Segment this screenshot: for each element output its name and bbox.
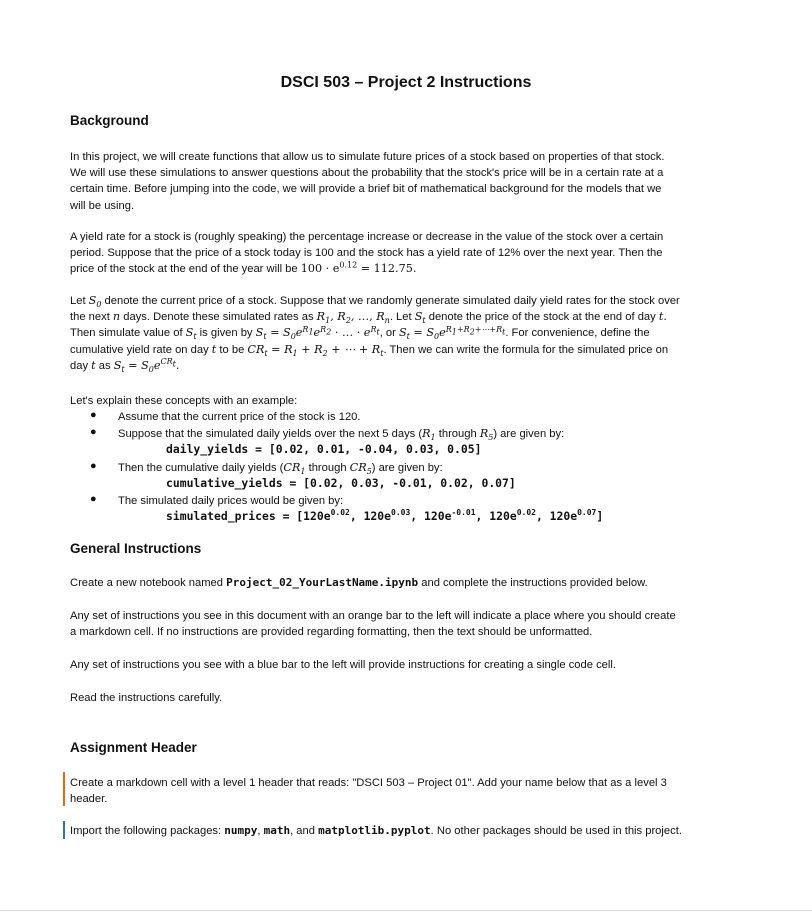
background-paragraph-2: [70, 229, 750, 278]
text-span: price of the stock at the end of the year will be: [70, 263, 301, 276]
text-span: ) are given by:: [371, 462, 443, 474]
text-span: Then the cumulative daily yields (: [118, 462, 284, 474]
math-cr5: $CR_5$: [349, 461, 372, 477]
text-span: ) are given by:: [493, 428, 565, 440]
math-cr-formula: $CR_t = R_1 + R_2$ + ⋯ + $R_t$: [247, 342, 384, 358]
math-rates: $R_1$, $R_2$, …, $R_n$: [316, 310, 390, 326]
text-span: , and: [290, 825, 319, 837]
code-cumulative-yields: cumulative_yields = [0.02, 0.03, -0.01, 0.02, 0.07]: [166, 476, 516, 490]
text-span: the next: [70, 311, 113, 324]
simulated-price: $120e^{0.02}$: [489, 508, 536, 523]
text-line: We will use these simulations to answer questions about the probability that the stock's price will be in a certain rate at a: [70, 167, 664, 180]
formula-exponent: 0.12: [339, 260, 358, 270]
math-sum-formula: $S_t = S_0e^{R_1+R_2+\cdots+R_t}$: [398, 324, 506, 342]
text-line: [70, 358, 750, 374]
code-cell-instruction: [70, 823, 750, 839]
general-paragraph-4: Read the instructions carefully.: [70, 692, 223, 704]
text-span: ,: [257, 825, 264, 837]
math-t: t: [91, 358, 96, 372]
math-cr1: $CR_1$: [283, 461, 306, 477]
text-line: [70, 261, 750, 277]
prices-list: $120e^{0.02}$, $120e^{0.03}$, $120e^{-0.01}$, $120e^{0.02}$, $120e^{0.07}$: [303, 508, 597, 523]
background-paragraph-3: [70, 293, 750, 374]
bullet-icon: ●: [90, 493, 97, 505]
math-t: t.: [658, 310, 667, 324]
formula-base: 100 · e: [300, 262, 340, 276]
background-paragraph-1: [70, 149, 750, 214]
text-span: to be: [216, 343, 248, 356]
general-paragraph-2: [70, 608, 750, 640]
text-span: is given by: [196, 327, 256, 340]
simulated-price: $120e^{0.07}$: [549, 508, 597, 523]
formula-result: = 112.75.: [357, 262, 417, 276]
page-title: DSCI 503 – Project 2 Instructions: [280, 74, 532, 91]
background-heading: Background: [70, 113, 149, 128]
math-product-formula: $S_t = S_0e^{R_1}e^{R_2}$ · … · $e^{R_t}$: [255, 324, 380, 342]
package-matplotlib: matplotlib.pyplot: [318, 824, 431, 837]
example-bullet-3: [118, 460, 758, 476]
text-span: through: [305, 462, 350, 474]
package-numpy: numpy: [224, 824, 258, 837]
math-sim-price-formula: $S_t = S_0e^{CR_t}$.: [113, 357, 180, 375]
example-bullet-1: Assume that the current price of the stock is 120.: [118, 411, 361, 423]
general-paragraph-1: [70, 575, 750, 591]
math-t: t: [211, 342, 217, 356]
math-n: n: [112, 310, 121, 324]
math-r1: $R_1$: [422, 427, 436, 443]
blue-code-bar: [63, 821, 65, 839]
text-line: period. Suppose that the price of a stock today is 100 and the stock has a yield rate of 12% over the next year. Then the: [70, 247, 663, 260]
text-span: Import the following packages:: [70, 825, 225, 837]
code-daily-yields: daily_yields = [0.02, 0.01, -0.04, 0.03, 0.05]: [166, 442, 482, 456]
math-r5: $R_5$: [479, 427, 494, 443]
text-span: simulated_prices = [: [166, 509, 304, 523]
code-simulated-prices: simulated_prices = [$120e^{0.02}$, $120e^{0.03}$, $120e^{-0.01}$, $120e^{0.02}$, $120e^{0.07}$]: [166, 508, 604, 523]
text-span: Suppose that the simulated daily yields over the next 5 days (: [118, 428, 423, 440]
orange-markdown-bar: [63, 772, 65, 806]
example-bullet-4: The simulated daily prices would be given by:: [118, 495, 344, 507]
text-span: Let: [70, 295, 89, 307]
text-span: . For convenience, define the: [505, 327, 650, 340]
page-bottom-divider: [0, 910, 812, 911]
simulated-price: $120e^{0.02}$: [303, 508, 350, 523]
text-line: certain time. Before jumping into the code, we will provide a brief bit of mathematical background for the models that we: [70, 183, 662, 196]
text-span: through: [435, 428, 480, 440]
bullet-icon: ●: [90, 460, 97, 472]
example-bullet-2: [118, 426, 758, 442]
text-line: [70, 309, 750, 325]
text-line: [70, 325, 750, 341]
text-span: as: [95, 359, 114, 372]
text-line: [70, 293, 750, 309]
text-span: and complete the instructions provided below.: [418, 577, 648, 589]
text-line: a markdown cell. If no instructions are provided regarding formatting, then the text should be unformatted.: [70, 626, 593, 639]
text-span: . No other packages should be used in this project.: [430, 825, 682, 837]
text-line: [70, 342, 750, 358]
text-line: A yield rate for a stock is (roughly speaking) the percentage increase or decrease in the value of the stock over a certain: [70, 231, 664, 243]
text-span: , or: [379, 327, 399, 340]
general-instructions-heading: General Instructions: [70, 541, 202, 556]
text-span: . Let: [389, 311, 415, 324]
package-math: math: [263, 824, 291, 837]
text-span: days. Denote these simulated rates as: [120, 311, 317, 324]
math-st: $S_t$: [185, 326, 197, 342]
markdown-cell-instruction: [70, 775, 750, 807]
text-span: . Then we can write the formula for the simulated price on: [383, 343, 669, 356]
simulated-price: $120e^{-0.01}$: [424, 508, 476, 523]
text-span: Create a new notebook named: [70, 577, 227, 589]
yield-formula: [301, 262, 417, 275]
text-span: cumulative yield rate on day: [70, 343, 212, 356]
example-intro: Let's explain these concepts with an example:: [70, 395, 298, 407]
text-line: header.: [70, 793, 108, 806]
text-line: In this project, we will create functions that allow us to simulate future prices of a stock based on properties of that stock.: [70, 151, 665, 163]
bullet-icon: ●: [90, 409, 97, 421]
text-span: denote the current price of a stock. Suppose that we randomly generate simulated daily yield rates for the stock over: [101, 295, 680, 307]
text-line: will be using.: [70, 199, 135, 212]
math-st: $S_t$: [414, 310, 426, 326]
text-line: Create a markdown cell with a level 1 header that reads: "DSCI 503 – Project 01". Add your name below that as a level 3: [70, 777, 667, 789]
simulated-price: $120e^{0.03}$: [363, 508, 411, 523]
text-line: Any set of instructions you see in this document with an orange bar to the left will indicate a place where you should create: [70, 610, 676, 622]
bullet-icon: ●: [90, 426, 97, 438]
text-span: denote the price of the stock at the end of day: [425, 311, 659, 324]
general-paragraph-3: Any set of instructions you see with a blue bar to the left will provide instructions for creating a single code cell.: [70, 659, 616, 671]
notebook-filename: Project_02_YourLastName.ipynb: [226, 576, 419, 589]
assignment-header-heading: Assignment Header: [70, 740, 197, 755]
text-span: Then simulate value of: [70, 327, 186, 340]
math-s0: $S_0$: [88, 294, 102, 310]
text-span: day: [70, 359, 92, 372]
